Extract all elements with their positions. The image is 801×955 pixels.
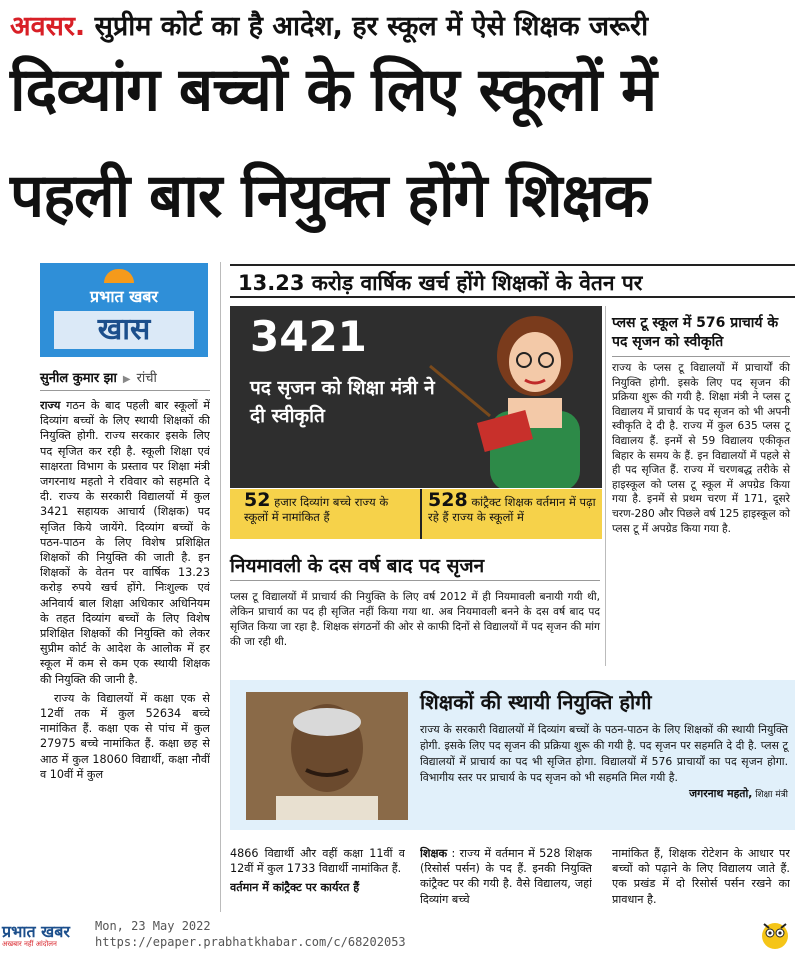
left-article-p1: गठन के बाद पहली बार स्कूलों में दिव्यांग बच्चों के लिए स्थायी शिक्षकों की नियुक्ति होगी. राज्य सरकार इसके लिए पद सृजित कर रही है. स्कूली शिक्षा एवं साक्षरता विभाग के प्रस्ताव पर शिक्षा मंत्री जगरनाथ महतो ने रविवार को सहमति दे दी. राज्य के सरकारी विद्यालयों में कुल 3421 सहायक आचार्य (शिक्षक) पद सृजित किये जायेंगे. दिव्यांग बच्चों के पठन-पाठन के लिए विशेष प्रशिक्षित शिक्षकों की नियुक्ति की जाती है. इन शिक्षकों के वेतन पर वार्षिक 13.23 करोड़ रुपये खर्च होंगे. निःशुल्क एवं अनिवार्य बाल शिक्षा अधिकार अधिनियम के तहत दिव्यांग बच्चों के लिए विशेष प्रशिक्षित शिक्षकों की नियुक्ति को लेकर सुप्रीम कोर्ट के आदेश के आलोक में हर स्कूल में कम से कम एक स्थायी शिक्षक की नियुक्ति की जानी है. [40, 399, 210, 686]
right-divider [605, 306, 606, 666]
right-column-head: प्लस टू स्कूल में 576 प्राचार्य के पद सृजन को स्वीकृति [612, 315, 779, 350]
column-divider [220, 262, 221, 912]
bottom-col-2-text: : राज्य में वर्तमान में 528 शिक्षक (रिसोर्स पर्सन) के पद हैं. इनकी नियुक्ति कांट्रैक्ट पर की गयी है. वैसे विद्यालय, जहां दिव्यांग बच्चे [420, 847, 592, 906]
arrow-icon: ▶ [122, 374, 131, 385]
footer-tagline: अखबार नहीं आंदोलन [2, 940, 57, 948]
minister-photo [246, 692, 408, 820]
byline [40, 368, 157, 386]
right-column [612, 314, 790, 536]
bottom-col-1 [230, 846, 405, 918]
stats-divider [420, 489, 422, 539]
quote-text: राज्य के सरकारी विद्यालयों में दिव्यांग बच्चों के पठन-पाठन के लिए शिक्षकों की स्थायी नियुक्ति होगी. इसके लिए पद सृजन की प्रक्रिया शुरू की गयी है. पद सृजन पर सहमति दे दी है. प्लस टू विद्यालयों में प्राचार्य का पद भी सृजित होगा. विद्यालयों में 576 प्राचार्यों का पद सृजन होगा. विभागीय स्तर पर प्राचार्य के पद सृजन को भी सहमति मिल गयी है. [420, 723, 788, 784]
stat-students [244, 489, 414, 525]
stat-students-number: 52 [244, 489, 271, 511]
bottom-col-2 [420, 846, 592, 918]
stat-teachers [428, 489, 598, 525]
stat-teachers-number: 528 [428, 489, 468, 511]
footer-logo [2, 920, 70, 949]
logo-badge: खास [54, 311, 194, 349]
bottom-col-3: नामांकित हैं, शिक्षक रोटेशन के आधार पर बच्चों को पढ़ाने के लिए विद्यालय जाते हैं. एक प्रखंड में दो रिसोर्स पर्सन रखने का प्रावधान है. [612, 847, 790, 906]
owl-icon[interactable] [760, 918, 790, 950]
board-number: 3421 [250, 312, 367, 361]
logo-brand: प्रभात खबर [90, 287, 158, 306]
right-head-divider [612, 356, 790, 357]
left-article [40, 398, 210, 908]
quote-head: शिक्षकों की स्थायी नियुक्ति होगी [420, 690, 652, 714]
left-article-p2: राज्य के विद्यालयों में कक्षा एक से 12वीं तक में कुल 52634 बच्चे नामांकित हैं. कक्षा एक से पांच में कुल 27975 बच्चे नामांकित हैं. कक्षा छह से आठ में कुल 18060 विद्यार्थी, कक्षा नौवीं व 10वीं में कुल [40, 691, 210, 781]
kicker-text: सुप्रीम कोर्ट का है आदेश, हर स्कूल में ऐसे शिक्षक जरूरी [85, 11, 649, 42]
sun-icon [104, 269, 134, 283]
stats-box [230, 489, 602, 539]
quote-role: शिक्षा मंत्री [752, 790, 788, 800]
left-article-lead: राज्य [40, 399, 61, 412]
stat-students-text: हजार दिव्यांग बच्चे राज्य के स्कूलों में नामांकित हैं [244, 495, 389, 524]
subhead: 13.23 करोड़ वार्षिक खर्च होंगे शिक्षकों के वेतन पर [230, 264, 795, 298]
bottom-col-1-text: 4866 विद्यार्थी और वहीं कक्षा 11वीं व 12वीं में कुल 1733 विद्यार्थी नामांकित हैं. [230, 847, 405, 876]
headline-line-2: पहली बार नियुक्त होंगे शिक्षक [10, 161, 649, 231]
section-divider [230, 580, 600, 581]
board-text: पद सृजन को शिक्षा मंत्री ने दी स्वीकृति [250, 377, 435, 427]
kicker-label: अवसर. [10, 11, 86, 42]
author-name: सुनील कुमार झा [40, 371, 117, 386]
footer-brand: प्रभात खबर [2, 922, 70, 941]
chalkboard-graphic [230, 306, 602, 488]
right-column-body: राज्य के प्लस टू विद्यालयों में प्राचार्यों की नियुक्ति होगी. इसके लिए पद सृजन की प्रक्रिया शुरू की गयी है. शिक्षा मंत्री ने प्लस टू विद्यालय में प्राचार्य के पद सृजन को भी अपनी स्वीकृति दे दी है. राज्य में कुल 635 प्लस टू विद्यालय हैं. इनमें से 59 विद्यालय एकीकृत बिहार के समय के हैं. इन विद्यालयों में पहले से ही पद सृजित हैं. राज्य में चरणबद्ध तरीके से हाइस्कूल को प्लस टू स्कूल में अपग्रेड किया गया है. इनमें से प्रथम चरण में 171, दूसरे चरण-280 और पिछले वर्ष 125 हाइस्कूल को प्लस टू में अपग्रेड किया गया है. [612, 362, 790, 535]
headline-line-1: दिव्यांग बच्चों के लिए स्कूलों में [10, 55, 657, 125]
section-body: प्लस टू विद्यालयों में प्राचार्य की नियुक्ति के लिए वर्ष 2012 में ही नियमावली बनायी गयी थी, लेकिन प्राचार्य का पद ही सृजित नहीं किया गया था. अब नियमावली बनने के दस वर्ष बाद पद सृजित किया जा रहा है. शिक्षक संगठनों की ओर से काफी दिनों से विद्यालयों में पद सृजन की मांग की जा रही थी. [230, 591, 600, 648]
kicker [10, 6, 800, 43]
quote-signature [420, 786, 788, 803]
footer-stamp [95, 918, 406, 950]
footer-url[interactable]: https://epaper.prabhatkhabar.com/c/68202053 [95, 935, 406, 949]
bottom-col-1-head: वर्तमान में कांट्रैक्ट पर कार्यरत हैं [230, 881, 360, 895]
bottom-col-2-lead: शिक्षक [420, 847, 448, 860]
teacher-illustration [420, 306, 602, 488]
brand-logo [40, 263, 208, 357]
quote-body [420, 722, 788, 803]
section-head: नियमावली के दस वर्ष बाद पद सृजन [230, 555, 485, 577]
stat-teachers-text: कांट्रैक्ट शिक्षक वर्तमान में पढ़ा रहे हैं राज्य के स्कूलों में [428, 495, 596, 524]
person-icon [246, 692, 408, 820]
byline-divider [40, 390, 210, 391]
footer-date: Mon, 23 May 2022 [95, 919, 211, 933]
byline-city: रांची [136, 371, 157, 386]
quote-name: जगरनाथ महतो, [689, 787, 753, 800]
